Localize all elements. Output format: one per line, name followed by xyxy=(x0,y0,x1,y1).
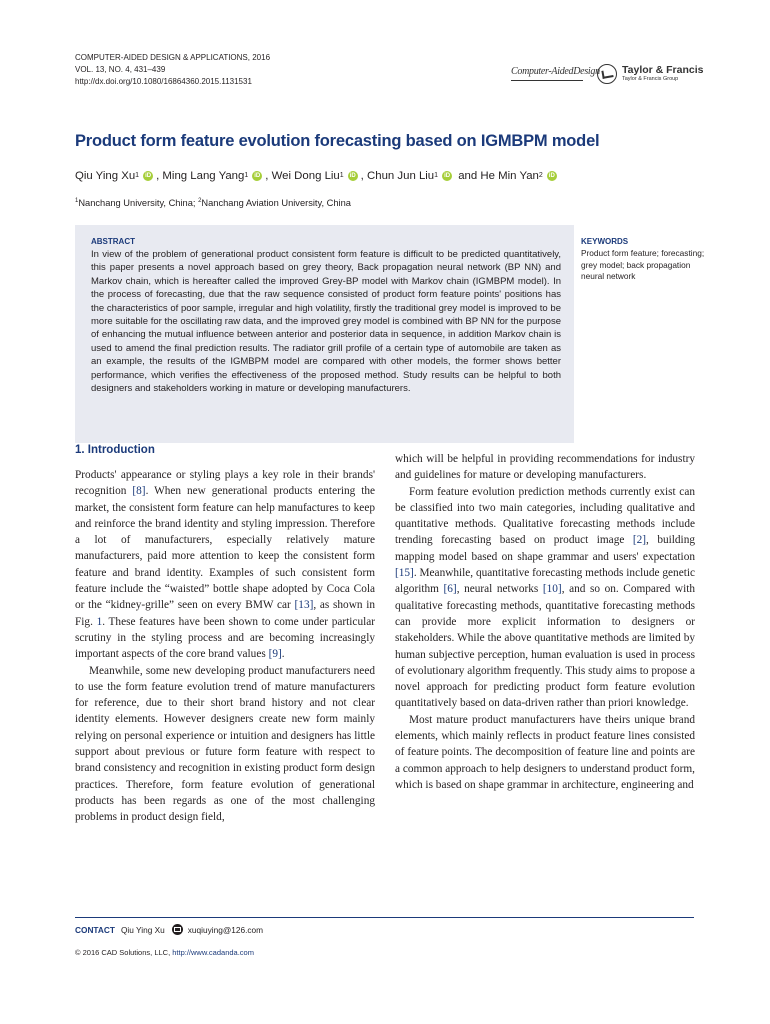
keywords-text: Product form feature; forecasting; grey model; back propagation neural network xyxy=(581,248,705,282)
author-4: Chun Jun Liu 1 iD and xyxy=(367,170,481,182)
text-run: . These features have been shown to come under particular scrutiny in the styling process and are becoming increasingly important aspects of the core brand values xyxy=(75,615,376,661)
affiliations xyxy=(75,198,351,208)
author-2: Ming Lang Yang 1 iD , xyxy=(162,170,272,182)
orcid-icon[interactable]: iD xyxy=(349,173,356,179)
taylor-francis-icon xyxy=(597,64,617,84)
copyright xyxy=(75,948,254,957)
citation-link[interactable]: [10] xyxy=(542,583,562,596)
text-run: . xyxy=(281,648,285,661)
section-heading-introduction: 1. Introduction xyxy=(75,444,155,456)
author-list xyxy=(75,170,560,182)
copyright-text: © 2016 CAD Solutions, LLC, xyxy=(75,948,173,957)
author-name: Qiu Ying Xu xyxy=(75,170,136,182)
author-3: Wei Dong Liu 1 iD , xyxy=(271,170,368,182)
author-name: Ming Lang Yang xyxy=(162,170,245,182)
citation-link[interactable]: [13] xyxy=(294,599,314,612)
orcid-icon[interactable]: iD xyxy=(145,173,152,179)
paragraph xyxy=(75,467,375,663)
author-separator: , xyxy=(156,170,163,182)
author-separator: , xyxy=(360,170,368,182)
contact-line xyxy=(75,924,263,935)
text-run: . When new generational products entering the market, the consistent form feature can help manufactures to keep and reinforce the brand identity and styling impression. Therefore a lot of manufacturers, especially relatively mature manufacturers, paid more attention to keep the consistent form feature and brand identity. Examples of such consistent form feature include the “waisted” bottle shape adopted by Coca Cola or the “kidney-grille” seen on every BMW car xyxy=(75,485,375,612)
affiliation-2: Nanchang Aviation University, China xyxy=(201,198,351,208)
paragraph: which will be helpful in providing recommendations for industry and guidelines for mature or developing manufacturers. xyxy=(395,453,695,482)
affiliation-number-2: 2 xyxy=(198,197,202,204)
citation-link[interactable]: [8] xyxy=(132,485,146,498)
abstract-box xyxy=(75,225,574,443)
text-run: . Meanwhile, quantitative forecasting methods include genetic algorithm xyxy=(395,567,695,596)
contact-label: CONTACT xyxy=(75,924,115,935)
body-column-right xyxy=(395,451,695,793)
abstract-text: In view of the problem of generational product consistent form feature is difficult to be predicted quantitatively, this paper presents a novel approach based on grey theory, Back propagation neural network (BP NN) and Markov chain, which is hereafter called the improved Grey-BP model with Markov chain (IGMBPM model). In the process of forecasting, due that the raw sequence consisted of product form feature points' positions has the characteristics of poor sample, irregular and high volatility, firstly the traditional grey model is improved to be more suitable for the oscillating raw data, and the improved grey model is combined with BP NN for the purpose of enhancing the mutual influence between anterior and posterior data in sequence, in addition Markov chain is used to amend the final prediction results. The radiator grill profile of a certain type of automobile are taken as an example, the results of the IGMBPM model are compared with other models, the former shows better performance, which verifies the effectiveness of the proposed method. Study results can be helpful to both designers and stakeholders working in mature or developing manufacturers. xyxy=(91,249,561,395)
journal-info xyxy=(75,52,270,88)
body-column-left xyxy=(75,467,375,826)
citation-link[interactable]: [15] xyxy=(395,567,414,580)
footer-divider xyxy=(75,917,694,918)
affiliation-1: Nanchang University, China; xyxy=(78,198,199,208)
citation-link[interactable]: [2] xyxy=(632,534,647,547)
citation-link[interactable]: [6] xyxy=(443,583,457,596)
figure-link[interactable]: 1 xyxy=(96,615,103,628)
taylor-francis-logo xyxy=(597,64,704,84)
author-separator: and xyxy=(455,170,481,182)
paragraph: Most mature product manufacturers have theirs unique brand elements, which mainly reflects in product feature lines consisted of feature points. The decomposition of feature line and points are a common approach to help designers to understand product form, which is based on shape grammar in architecture, engineering and xyxy=(395,713,695,791)
text-run: , neural networks xyxy=(456,583,543,596)
publisher-group: Taylor & Francis Group xyxy=(622,76,679,82)
paragraph xyxy=(395,484,695,712)
text-run: , building mapping model based on shape grammar and users' expectation xyxy=(395,534,695,563)
text-run: , and so on. Compared with qualitative forecasting methods, quantitative forecasting methods can provide more explicit information to designers or stakeholders. While the above quantitative methods are limited by human subjective perception, human evaluation is used in process of evolutionary algorithm frequently. This study aims to propose a novel approach for predicting product form feature evolution quantitatively based on data-driven rather than priori knowledge. xyxy=(395,583,695,710)
article-title: Product form feature evolution forecasting based on IGMBPM model xyxy=(75,132,600,150)
email-icon xyxy=(172,924,183,935)
author-1: Qiu Ying Xu 1 iD , xyxy=(75,170,163,182)
text-run: , as shown in Fig. xyxy=(75,599,375,628)
abstract-heading: ABSTRACT xyxy=(91,237,135,246)
journal-name: COMPUTER-AIDED DESIGN & APPLICATIONS, 2016 xyxy=(75,53,271,62)
author-name: He Min Yan xyxy=(480,170,539,182)
orcid-icon[interactable]: iD xyxy=(254,173,261,179)
author-name: Chun Jun Liu xyxy=(367,170,435,182)
cad-journal-logo: Computer-AidedDesign xyxy=(511,64,583,81)
contact-email[interactable]: xuqiuying@126.com xyxy=(187,924,264,935)
contact-name: Qiu Ying Xu xyxy=(120,924,165,935)
orcid-icon[interactable]: iD xyxy=(444,173,451,179)
text-run: Products' appearance or styling plays a key role in their brands' recognition xyxy=(75,469,375,498)
citation-link[interactable]: [9] xyxy=(268,648,282,661)
journal-doi[interactable]: http://dx.doi.org/10.1080/16864360.2015.1131531 xyxy=(75,77,252,86)
paragraph: Meanwhile, some new developing product manufacturers need to use the form feature evolution trend of mature manufacturers for reference, due to their short brand history and not clear identity elements. However designers create new form mainly relying on personal experience or intuition and designers has little support about previous or future form feature with respect to brand consistency and recognition in existing product form design practices. Therefore, form feature evolution of generational products has been regards as one of the most challenging problems in product design field, xyxy=(75,664,375,824)
text-run: Form feature evolution prediction methods currently exist can be classified into two main categories, including qualitative and quantitative methods. Qualitative forecasting methods include trending forecasting based on product image xyxy=(395,485,695,547)
keywords-heading: KEYWORDS xyxy=(581,237,629,246)
orcid-icon[interactable]: iD xyxy=(548,173,555,179)
affiliation-number-1: 1 xyxy=(75,197,79,204)
author-5: He Min Yan 2 iD xyxy=(480,170,555,182)
author-separator: , xyxy=(265,170,272,182)
author-name: Wei Dong Liu xyxy=(271,170,340,182)
publisher-name: Taylor & Francis xyxy=(622,64,704,76)
copyright-link[interactable]: http://www.cadanda.com xyxy=(172,948,254,957)
journal-volume: VOL. 13, NO. 4, 431–439 xyxy=(75,65,166,74)
